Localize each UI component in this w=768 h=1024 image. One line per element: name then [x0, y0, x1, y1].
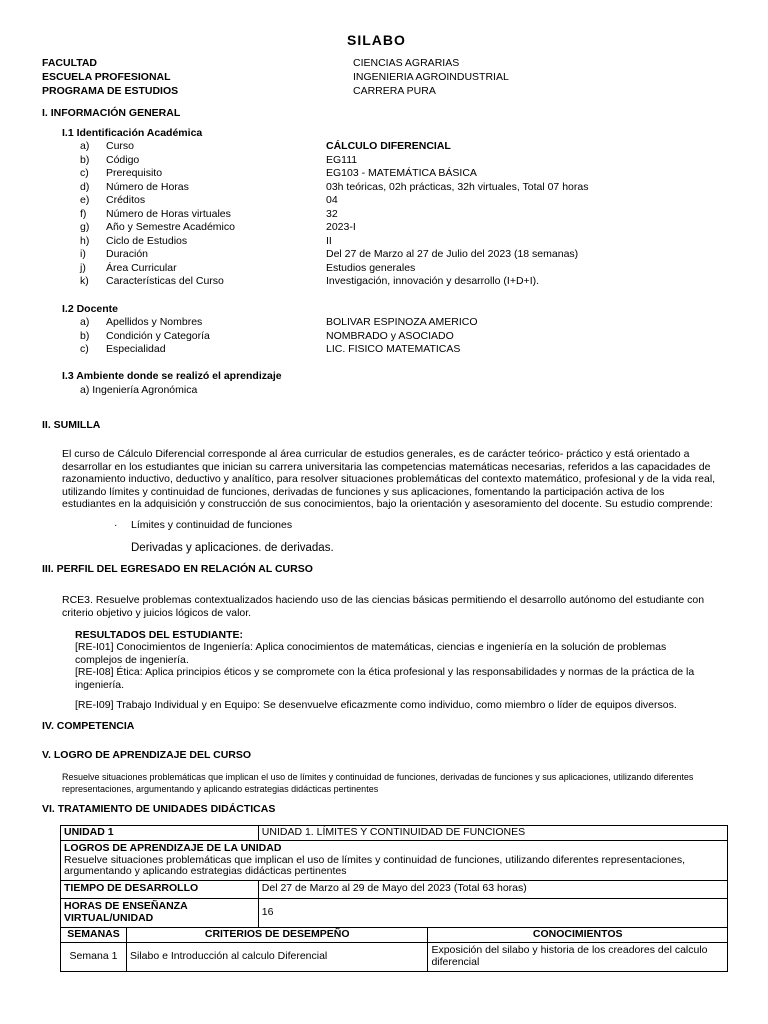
col-header-criterios: CRITERIOS DE DESEMPEÑO [126, 927, 427, 942]
header-value-escuela: INGENIERIA AGROINDUSTRIAL [353, 71, 509, 83]
criterio-cell: Silabo e Introducción al calculo Diferencial [126, 942, 427, 971]
sumilla-line: estudiantes en la adquisición y construcción de sus conocimientos, bajo la orientación y asesoramiento del docente. Su estudio comprende: [62, 498, 713, 510]
result-line: [RE-I01] Conocimientos de Ingeniería: Aplica conocimientos de matemáticas, ciencias e ingeniería en la solución de problemas [75, 641, 667, 653]
ident-label: Ciclo de Estudios [106, 234, 188, 247]
conocimiento-cell [428, 942, 728, 971]
header-label-programa: PROGRAMA DE ESTUDIOS [42, 85, 179, 97]
ident-letter: g) [80, 221, 90, 233]
subsection-heading-docente: I.2 Docente [62, 303, 119, 315]
horas-label-line: HORAS DE ENSEÑANZA [64, 900, 188, 912]
result-line: [RE-I08] Ética: Aplica principios éticos y se compromete con la ética profesional y las responsabilidades y normas de la práctica de la [75, 666, 695, 678]
header-label-facultad: FACULTAD [42, 57, 98, 69]
ident-letter: h) [80, 234, 90, 247]
result-line: [RE-I09] Trabajo Individual y en Equipo: Se desenvuelve eficazmente como individuo, como miembro o líder de equipos diversos. [75, 699, 677, 711]
ident-value: 2023-I [326, 221, 356, 233]
tiempo-value-cell: Del 27 de Marzo al 29 de Mayo del 2023 (Total 63 horas) [258, 880, 727, 898]
horas-label-line: VIRTUAL/UNIDAD [64, 911, 154, 924]
ident-letter: k) [80, 275, 89, 287]
ident-letter: b) [80, 153, 90, 166]
ident-letter: d) [80, 180, 90, 193]
sumilla-line: razonamiento inductivo, deductivo y analítico, para resolver situaciones problemáticas del contexto matemático, profesional y de la vida real, [62, 473, 716, 485]
ident-letter: a) [80, 140, 90, 152]
docente-label: Apellidos y Nombres [106, 316, 203, 328]
ident-letter: i) [80, 248, 86, 260]
ident-label: Año y Semestre Académico [106, 221, 235, 233]
docente-letter: b) [80, 329, 90, 342]
ident-value: Investigación, innovación y desarrollo (I+D+I). [326, 275, 540, 287]
table-row [61, 942, 728, 971]
docente-label: Especialidad [106, 343, 166, 355]
ident-letter: e) [80, 194, 90, 206]
ident-label: Duración [106, 248, 149, 260]
ident-label: Número de Horas [106, 180, 189, 193]
page-title: SILABO [347, 32, 406, 48]
logros-text: argumentando y aplicando estrategias didácticas pertinentes [64, 865, 347, 877]
ident-value: 03h teóricas, 02h prácticas, 32h virtuales, Total 07 horas [326, 180, 589, 193]
header-value-facultad: CIENCIAS AGRARIAS [353, 57, 460, 69]
sumilla-bullet: Límites y continuidad de funciones [131, 519, 293, 531]
conocimiento-line: Exposición del silabo y historia de los creadores del calculo [431, 944, 708, 956]
unit-value-cell: UNIDAD 1. LÍMITES Y CONTINUIDAD DE FUNCIONES [258, 826, 727, 841]
conocimiento-line: diferencial [431, 955, 480, 968]
col-header-semanas: SEMANAS [61, 927, 127, 942]
logros-text: Resuelve situaciones problemáticas que implican el uso de límites y continuidad de funciones, utilizando diferentes representaciones, [64, 853, 686, 866]
ident-value: 32 [326, 207, 338, 220]
results-heading: RESULTADOS DEL ESTUDIANTE: [75, 629, 244, 641]
ident-value: CÁLCULO DIFERENCIAL [326, 140, 451, 152]
sumilla-line: desarrollar en los estudiantes que inician su carrera universitaria las competencias matemáticas necesarias, referidos a las capacidades de [62, 460, 711, 473]
subsection-heading-identificacion: I.1 Identificación Académica [62, 127, 203, 139]
section-heading-informacion-general: I. INFORMACIÓN GENERAL [42, 107, 181, 119]
section-heading-unidades: VI. TRATAMIENTO DE UNIDADES DIDÁCTICAS [42, 803, 276, 815]
docente-letter: c) [80, 343, 89, 355]
header-value-programa: CARRERA PURA [353, 85, 436, 97]
section-heading-sumilla: II. SUMILLA [42, 419, 101, 431]
ident-value: EG103 - MATEMÁTICA BÁSICA [326, 167, 477, 179]
logros-heading: LOGROS DE APRENDIZAJE DE LA UNIDAD [64, 842, 282, 854]
logro-line: representaciones, argumentando y aplicando estrategias didácticas pertinentes [62, 784, 379, 794]
ident-label: Características del Curso [106, 275, 224, 287]
section-heading-perfil: III. PERFIL DEL EGRESADO EN RELACIÓN AL CURSO [42, 563, 313, 575]
bullet-dot: · [114, 519, 118, 531]
ident-label: Número de Horas virtuales [106, 207, 231, 220]
ident-label: Curso [106, 140, 135, 152]
ident-value: Del 27 de Marzo al 27 de Julio del 2023 (18 semanas) [326, 248, 579, 260]
subsection-heading-ambiente: I.3 Ambiente donde se realizó el aprendizaje [62, 370, 282, 382]
logros-cell [61, 841, 728, 881]
ident-label: Código [106, 153, 140, 166]
sumilla-extra: Derivadas y aplicaciones. de derivadas. [131, 542, 334, 554]
docente-letter: a) [80, 316, 90, 328]
ident-letter: j) [80, 261, 86, 274]
header-label-escuela: ESCUELA PROFESIONAL [42, 71, 171, 83]
docente-value: NOMBRADO y ASOCIADO [326, 329, 454, 342]
semana-cell: Semana 1 [61, 942, 127, 971]
horas-value-cell: 16 [258, 898, 727, 927]
ident-label: Prerequisito [106, 167, 163, 179]
unit-table [60, 825, 728, 972]
ident-value: II [326, 234, 332, 247]
unit-label-cell: UNIDAD 1 [61, 826, 259, 841]
docente-label: Condición y Categoría [106, 329, 210, 342]
sumilla-line: El curso de Cálculo Diferencial corresponde al área curricular de estudios generales, es de carácter teórico- práctico y está orientado a [62, 448, 690, 460]
ident-value: 04 [326, 194, 338, 206]
docente-value: LIC. FISICO MATEMATICAS [326, 343, 461, 355]
section-heading-logro: V. LOGRO DE APRENDIZAJE DEL CURSO [42, 749, 252, 761]
ident-value: Estudios generales [326, 261, 416, 274]
logro-line: Resuelve situaciones problemáticas que implican el uso de límites y continuidad de funciones, derivadas de funciones y sus aplicaciones, utilizando diferentes [62, 772, 694, 782]
col-header-conocimientos: CONOCIMIENTOS [428, 927, 728, 942]
ident-letter: c) [80, 167, 89, 179]
tiempo-label-cell: TIEMPO DE DESARROLLO [61, 880, 259, 898]
result-line: complejos de ingeniería. [75, 653, 189, 666]
ident-letter: f) [80, 207, 87, 220]
ident-label: Créditos [106, 194, 146, 206]
sumilla-line: utilizando límites y continuidad de funciones, derivadas de funciones y sus aplicaciones, fomentando la participación activa de los [62, 485, 665, 498]
result-line: ingeniería. [75, 678, 125, 691]
ident-label: Área Curricular [106, 261, 177, 274]
rce-line: criterio objetivo y juicios lógicos de valor. [62, 606, 252, 619]
ident-value: EG111 [326, 153, 358, 166]
ambiente-item: a) Ingeniería Agronómica [80, 384, 198, 396]
horas-label-cell [61, 898, 259, 927]
section-heading-competencia: IV. COMPETENCIA [42, 720, 135, 732]
rce-line: RCE3. Resuelve problemas contextualizados haciendo uso de las ciencias básicas permitiendo el desarrollo autónomo del estudiante con [62, 594, 705, 606]
docente-value: BOLIVAR ESPINOZA AMERICO [326, 316, 478, 328]
